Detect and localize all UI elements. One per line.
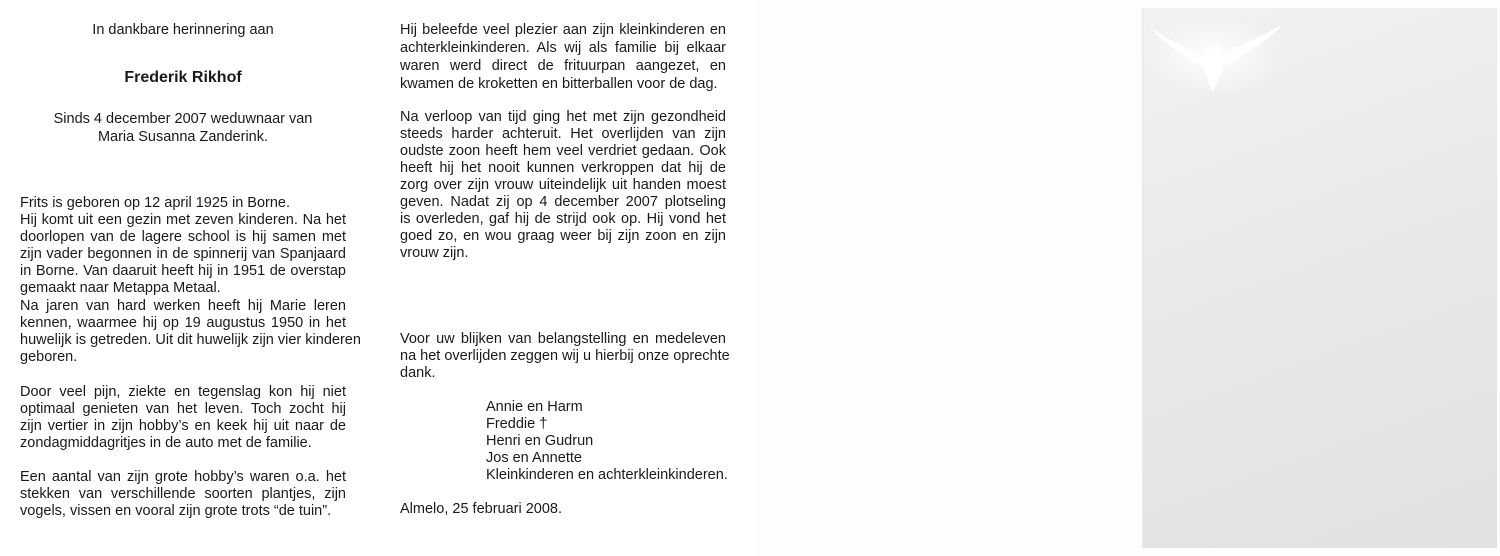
thanks-line: na het overlijden zeggen wij u hierbij onze oprechte <box>400 348 730 364</box>
left-para1-line: zijn vader begonnen in de spinnerij van Spanjaard <box>20 246 346 262</box>
left-para1-line: geboren. <box>20 349 78 365</box>
left-para2-line: optimaal genieten van het leven. Toch zocht hij <box>20 401 346 417</box>
right-para2-line: is overleden, gaf hij de strijd ook op. Hij vond het <box>400 211 726 227</box>
family-line: Kleinkinderen en achterkleinkinderen. <box>486 467 728 483</box>
left-para1-line: Hij komt uit een gezin met zeven kinderen. Na het <box>20 212 346 228</box>
family-line: Henri en Gudrun <box>486 433 594 449</box>
right-para2-line: vrouw zijn. <box>400 245 469 261</box>
left-para2-line: zondagmiddagritjes in de auto met de familie. <box>20 435 312 451</box>
left-para1-line: gemaakt naar Metappa Metaal. <box>20 280 221 296</box>
right-para1-line: achterkleinkinderen. Als wij als familie bij elkaar <box>400 40 726 56</box>
family-line: Freddie † <box>486 416 548 432</box>
family-line: Annie en Harm <box>486 399 583 415</box>
right-para2-line: steeds harder achteruit. Het overlijden van zijn <box>400 126 726 142</box>
left-para1-line: in Borne. Van daaruit heeft hij in 1951 de overstap <box>20 263 346 279</box>
deceased-name: Frederik Rikhof <box>124 69 242 86</box>
right-para2-line: heeft hij het nooit kunnen verkroppen dat hij de <box>400 160 726 176</box>
left-para1-line: doorlopen van de lagere school is hij samen met <box>20 229 346 245</box>
left-para1-line: kennen, waarmee hij op 19 augustus 1950 in het <box>20 315 346 331</box>
left-para3-line: Een aantal van zijn grote hobby’s waren o.a. het <box>20 469 346 485</box>
widow-line-2: Maria Susanna Zanderink. <box>97 129 269 145</box>
thanks-line: dank. <box>400 365 436 381</box>
right-para1-line: kwamen de kroketten en bitterballen voor de dag. <box>400 76 718 92</box>
right-para1-line: waren werd direct de frituurpan aangezet, en <box>400 58 726 74</box>
left-para1-line: Frits is geboren op 12 april 1925 in Borne. <box>20 195 291 211</box>
intro-line: In dankbare herinnering aan <box>92 22 274 38</box>
left-para2-line: Door veel pijn, ziekte en tegenslag kon hij niet <box>20 384 346 400</box>
left-para1-line: Na jaren van hard werken heeft hij Marie leren <box>20 298 346 314</box>
right-para2-line: goed zo, en wou graag weer bij zijn zoon en zijn <box>400 228 726 244</box>
right-para2-line: oudste zoon heeft hem veel verdriet gedaan. Ook <box>400 143 726 159</box>
right-para2-line: Na verloop van tijd ging het met zijn gezondheid <box>400 109 726 125</box>
left-para1-line: huwelijk is getreden. Uit dit huwelijk zijn vier kinderen <box>20 332 361 348</box>
thanks-line: Voor uw blijken van belangstelling en medeleven <box>400 331 726 347</box>
photo-page <box>755 0 1500 556</box>
dove-icon <box>1143 8 1497 118</box>
right-para1-line: Hij beleefde veel plezier aan zijn kleinkinderen en <box>400 22 726 38</box>
family-line: Jos en Annette <box>486 450 582 466</box>
left-para3-line: stekken van verschillende soorten plantjes, zijn <box>20 486 346 502</box>
photo-card <box>1142 8 1497 548</box>
right-para2-line: zorg over zijn vrouw uiteindelijk uit handen moest <box>400 177 726 193</box>
left-para2-line: zijn vertier in zijn hobby’s en keek hij uit naar de <box>20 418 346 434</box>
left-para3-line: vogels, vissen en vooral zijn grote trots “de tuin”. <box>20 503 332 519</box>
right-para2-line: geven. Nadat zij op 4 december 2007 plotseling <box>400 194 726 210</box>
place-date: Almelo, 25 februari 2008. <box>400 501 563 517</box>
widow-line-1: Sinds 4 december 2007 weduwnaar van <box>53 111 313 127</box>
